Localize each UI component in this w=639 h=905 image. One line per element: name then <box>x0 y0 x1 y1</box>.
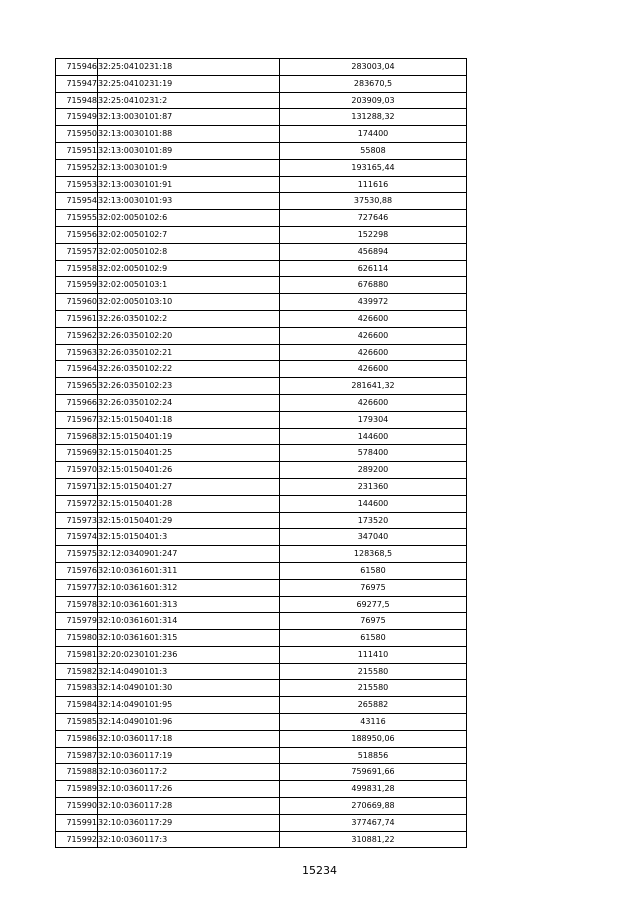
cadastral-number-cell: 32:13:0030101:89 <box>98 142 280 159</box>
cadastral-number-cell: 32:14:0490101:95 <box>98 697 280 714</box>
value-cell: 152298 <box>280 226 467 243</box>
cadastral-number-cell: 32:15:0150401:28 <box>98 495 280 512</box>
row-id-cell: 715971 <box>56 478 98 495</box>
cadastral-number-cell: 32:26:0350102:2 <box>98 310 280 327</box>
cadastral-number-cell: 32:15:0150401:19 <box>98 428 280 445</box>
value-cell: 193165,44 <box>280 159 467 176</box>
table-row <box>56 361 467 378</box>
table-row <box>56 92 467 109</box>
value-cell: 174400 <box>280 126 467 143</box>
cadastral-number-cell: 32:10:0361601:311 <box>98 562 280 579</box>
row-id-cell: 715974 <box>56 529 98 546</box>
cadastral-number-cell: 32:13:0030101:9 <box>98 159 280 176</box>
value-cell: 76975 <box>280 613 467 630</box>
table-row <box>56 159 467 176</box>
cadastral-number-cell: 32:15:0150401:25 <box>98 445 280 462</box>
row-id-cell: 715964 <box>56 361 98 378</box>
table-row <box>56 428 467 445</box>
value-cell: 456894 <box>280 243 467 260</box>
table-row <box>56 529 467 546</box>
row-id-cell: 715984 <box>56 697 98 714</box>
table-row <box>56 193 467 210</box>
table-row <box>56 798 467 815</box>
row-id-cell: 715980 <box>56 630 98 647</box>
row-id-cell: 715976 <box>56 562 98 579</box>
cadastral-number-cell: 32:10:0360117:3 <box>98 831 280 848</box>
table-row <box>56 109 467 126</box>
table-row <box>56 378 467 395</box>
table-row <box>56 831 467 848</box>
table-row <box>56 243 467 260</box>
table-row <box>56 126 467 143</box>
value-cell: 626114 <box>280 260 467 277</box>
value-cell: 111410 <box>280 646 467 663</box>
table-row <box>56 646 467 663</box>
table-row <box>56 781 467 798</box>
value-cell: 270669,88 <box>280 798 467 815</box>
value-cell: 289200 <box>280 462 467 479</box>
value-cell: 179304 <box>280 411 467 428</box>
row-id-cell: 715987 <box>56 747 98 764</box>
value-cell: 144600 <box>280 428 467 445</box>
cadastral-number-cell: 32:26:0350102:20 <box>98 327 280 344</box>
cadastral-number-cell: 32:13:0030101:93 <box>98 193 280 210</box>
table-row <box>56 478 467 495</box>
page-number: 15234 <box>302 864 337 877</box>
cadastral-number-cell: 32:15:0150401:27 <box>98 478 280 495</box>
table-row <box>56 630 467 647</box>
row-id-cell: 715989 <box>56 781 98 798</box>
value-cell: 76975 <box>280 579 467 596</box>
cadastral-number-cell: 32:14:0490101:96 <box>98 714 280 731</box>
row-id-cell: 715973 <box>56 512 98 529</box>
row-id-cell: 715948 <box>56 92 98 109</box>
cadastral-number-cell: 32:10:0360117:18 <box>98 730 280 747</box>
row-id-cell: 715986 <box>56 730 98 747</box>
cadastral-number-cell: 32:20:0230101:236 <box>98 646 280 663</box>
table-row <box>56 226 467 243</box>
row-id-cell: 715955 <box>56 210 98 227</box>
row-id-cell: 715959 <box>56 277 98 294</box>
value-cell: 55808 <box>280 142 467 159</box>
row-id-cell: 715957 <box>56 243 98 260</box>
table-row <box>56 546 467 563</box>
table-row <box>56 512 467 529</box>
table-row <box>56 142 467 159</box>
table-row <box>56 294 467 311</box>
row-id-cell: 715979 <box>56 613 98 630</box>
row-id-cell: 715992 <box>56 831 98 848</box>
value-cell: 281641,32 <box>280 378 467 395</box>
cadastral-number-cell: 32:15:0150401:29 <box>98 512 280 529</box>
value-cell: 173520 <box>280 512 467 529</box>
value-cell: 426600 <box>280 361 467 378</box>
value-cell: 265882 <box>280 697 467 714</box>
value-cell: 215580 <box>280 680 467 697</box>
row-id-cell: 715977 <box>56 579 98 596</box>
cadastral-number-cell: 32:14:0490101:30 <box>98 680 280 697</box>
value-cell: 377467,74 <box>280 814 467 831</box>
row-id-cell: 715962 <box>56 327 98 344</box>
cadastral-number-cell: 32:15:0150401:26 <box>98 462 280 479</box>
cadastral-number-cell: 32:12:0340901:247 <box>98 546 280 563</box>
value-cell: 283003,04 <box>280 59 467 76</box>
table-row <box>56 210 467 227</box>
row-id-cell: 715953 <box>56 176 98 193</box>
row-id-cell: 715982 <box>56 663 98 680</box>
table-row <box>56 680 467 697</box>
table-row <box>56 75 467 92</box>
row-id-cell: 715983 <box>56 680 98 697</box>
row-id-cell: 715950 <box>56 126 98 143</box>
value-cell: 310881,22 <box>280 831 467 848</box>
table-row <box>56 764 467 781</box>
cadastral-number-cell: 32:10:0360117:28 <box>98 798 280 815</box>
row-id-cell: 715965 <box>56 378 98 395</box>
value-cell: 283670,5 <box>280 75 467 92</box>
value-cell: 347040 <box>280 529 467 546</box>
value-cell: 759691,66 <box>280 764 467 781</box>
cadastral-number-cell: 32:10:0360117:2 <box>98 764 280 781</box>
cadastral-number-cell: 32:02:0050102:8 <box>98 243 280 260</box>
row-id-cell: 715954 <box>56 193 98 210</box>
value-cell: 499831,28 <box>280 781 467 798</box>
cadastral-number-cell: 32:10:0360117:29 <box>98 814 280 831</box>
row-id-cell: 715985 <box>56 714 98 731</box>
value-cell: 727646 <box>280 210 467 227</box>
row-id-cell: 715956 <box>56 226 98 243</box>
cadastral-number-cell: 32:25:0410231:2 <box>98 92 280 109</box>
row-id-cell: 715967 <box>56 411 98 428</box>
row-id-cell: 715969 <box>56 445 98 462</box>
table-row <box>56 462 467 479</box>
table-row <box>56 663 467 680</box>
value-cell: 61580 <box>280 630 467 647</box>
value-cell: 426600 <box>280 310 467 327</box>
table-row <box>56 613 467 630</box>
row-id-cell: 715968 <box>56 428 98 445</box>
cadastral-number-cell: 32:13:0030101:87 <box>98 109 280 126</box>
row-id-cell: 715963 <box>56 344 98 361</box>
row-id-cell: 715960 <box>56 294 98 311</box>
row-id-cell: 715947 <box>56 75 98 92</box>
row-id-cell: 715981 <box>56 646 98 663</box>
cadastral-number-cell: 32:14:0490101:3 <box>98 663 280 680</box>
cadastral-number-cell: 32:15:0150401:3 <box>98 529 280 546</box>
cadastral-number-cell: 32:10:0361601:313 <box>98 596 280 613</box>
cadastral-number-cell: 32:10:0360117:26 <box>98 781 280 798</box>
registry-table <box>55 58 467 848</box>
value-cell: 426600 <box>280 327 467 344</box>
table-row <box>56 495 467 512</box>
table-row <box>56 310 467 327</box>
table-row <box>56 327 467 344</box>
row-id-cell: 715991 <box>56 814 98 831</box>
table-row <box>56 59 467 76</box>
cadastral-number-cell: 32:13:0030101:91 <box>98 176 280 193</box>
table-row <box>56 714 467 731</box>
cadastral-number-cell: 32:02:0050102:9 <box>98 260 280 277</box>
value-cell: 144600 <box>280 495 467 512</box>
row-id-cell: 715975 <box>56 546 98 563</box>
value-cell: 128368,5 <box>280 546 467 563</box>
cadastral-number-cell: 32:10:0361601:312 <box>98 579 280 596</box>
cadastral-number-cell: 32:25:0410231:19 <box>98 75 280 92</box>
table-row <box>56 344 467 361</box>
row-id-cell: 715951 <box>56 142 98 159</box>
cadastral-number-cell: 32:02:0050103:1 <box>98 277 280 294</box>
cadastral-number-cell: 32:15:0150401:18 <box>98 411 280 428</box>
table-row <box>56 697 467 714</box>
value-cell: 69277,5 <box>280 596 467 613</box>
value-cell: 578400 <box>280 445 467 462</box>
table-row <box>56 411 467 428</box>
value-cell: 203909,03 <box>280 92 467 109</box>
value-cell: 188950,06 <box>280 730 467 747</box>
registry-table-body <box>56 59 467 848</box>
cadastral-number-cell: 32:13:0030101:88 <box>98 126 280 143</box>
value-cell: 131288,32 <box>280 109 467 126</box>
table-row <box>56 445 467 462</box>
table-row <box>56 596 467 613</box>
cadastral-number-cell: 32:26:0350102:21 <box>98 344 280 361</box>
table-row <box>56 260 467 277</box>
row-id-cell: 715988 <box>56 764 98 781</box>
table-row <box>56 747 467 764</box>
value-cell: 231360 <box>280 478 467 495</box>
value-cell: 37530,88 <box>280 193 467 210</box>
table-row <box>56 394 467 411</box>
value-cell: 111616 <box>280 176 467 193</box>
value-cell: 426600 <box>280 394 467 411</box>
cadastral-number-cell: 32:26:0350102:22 <box>98 361 280 378</box>
row-id-cell: 715970 <box>56 462 98 479</box>
cadastral-number-cell: 32:25:0410231:18 <box>98 59 280 76</box>
value-cell: 518856 <box>280 747 467 764</box>
row-id-cell: 715978 <box>56 596 98 613</box>
table-row <box>56 277 467 294</box>
row-id-cell: 715952 <box>56 159 98 176</box>
value-cell: 676880 <box>280 277 467 294</box>
row-id-cell: 715966 <box>56 394 98 411</box>
cadastral-number-cell: 32:02:0050102:6 <box>98 210 280 227</box>
row-id-cell: 715990 <box>56 798 98 815</box>
row-id-cell: 715961 <box>56 310 98 327</box>
cadastral-number-cell: 32:10:0361601:315 <box>98 630 280 647</box>
table-row <box>56 176 467 193</box>
cadastral-number-cell: 32:10:0360117:19 <box>98 747 280 764</box>
table-row <box>56 814 467 831</box>
value-cell: 43116 <box>280 714 467 731</box>
cadastral-number-cell: 32:26:0350102:24 <box>98 394 280 411</box>
value-cell: 439972 <box>280 294 467 311</box>
cadastral-number-cell: 32:10:0361601:314 <box>98 613 280 630</box>
value-cell: 426600 <box>280 344 467 361</box>
cadastral-number-cell: 32:26:0350102:23 <box>98 378 280 395</box>
table-row <box>56 730 467 747</box>
table-row <box>56 562 467 579</box>
value-cell: 61580 <box>280 562 467 579</box>
row-id-cell: 715972 <box>56 495 98 512</box>
row-id-cell: 715946 <box>56 59 98 76</box>
row-id-cell: 715949 <box>56 109 98 126</box>
table-row <box>56 579 467 596</box>
row-id-cell: 715958 <box>56 260 98 277</box>
value-cell: 215580 <box>280 663 467 680</box>
cadastral-number-cell: 32:02:0050102:7 <box>98 226 280 243</box>
cadastral-number-cell: 32:02:0050103:10 <box>98 294 280 311</box>
